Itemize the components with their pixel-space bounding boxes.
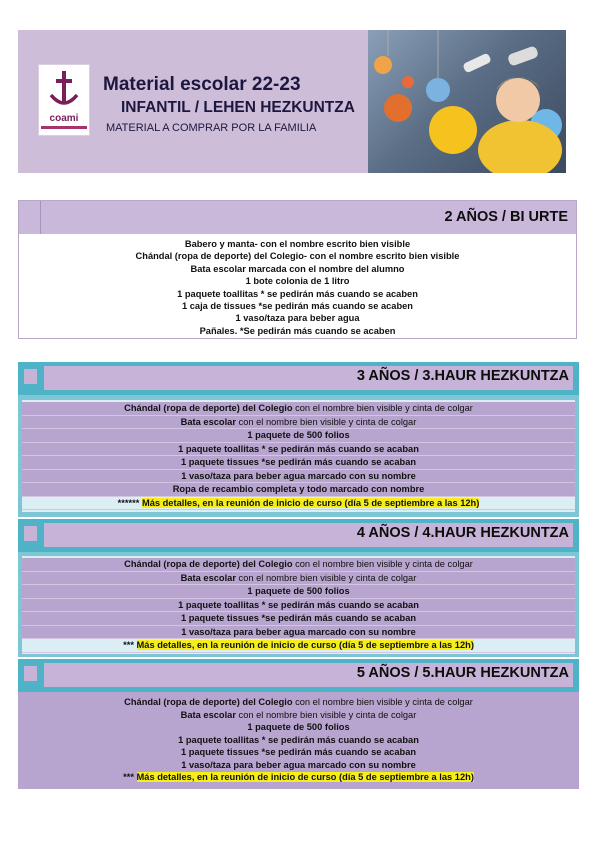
list-item: 1 paquete tissues *se pedirán más cuando se acaban — [18, 746, 579, 759]
section-header — [18, 519, 579, 552]
child-planets-illustration — [368, 30, 566, 173]
header-square — [19, 201, 41, 234]
list-item: Bata escolar con el nombre bien visible y cinta de colgar — [22, 572, 575, 586]
header-square — [24, 369, 37, 384]
section-body — [18, 692, 579, 789]
section-title: 5 AÑOS / 5.HAUR HEZKUNTZA — [356, 665, 569, 681]
coami-logo — [38, 64, 90, 136]
section-items — [22, 558, 575, 653]
list-item: 1 paquete toallitas * se pedirán más cuando se acaban — [18, 734, 579, 747]
banner-title: Material escolar 22-23 — [103, 74, 301, 95]
section-2-anos — [18, 200, 577, 339]
list-item: 1 paquete tissues *se pedirán más cuando se acaban — [22, 612, 575, 626]
list-item: Chándal (ropa de deporte) del Colegio- con el nombre escrito bien visible — [135, 251, 460, 262]
section-items — [18, 696, 579, 784]
list-item: Bata escolar marcada con el nombre del alumno — [190, 263, 405, 274]
section-5-anos — [18, 659, 579, 789]
section-body — [22, 556, 575, 654]
details-note: *** Más detalles, en la reunión de inicio de curso (día 5 de septiembre a las 12h) — [18, 771, 579, 784]
details-note: *** Más detalles, en la reunión de inicio de curso (día 5 de septiembre a las 12h) — [22, 639, 575, 653]
banner-tagline: MATERIAL A COMPRAR POR LA FAMILIA — [106, 122, 317, 134]
section-4-anos — [18, 519, 579, 657]
list-item: 1 vaso/taza para beber agua marcado con su nombre — [22, 470, 575, 484]
logo-underline — [41, 126, 87, 129]
section-title: 2 AÑOS / BI URTE — [444, 209, 568, 225]
section-header — [19, 201, 576, 234]
list-item: 1 caja de tissues *se pedirán más cuando se acaben — [182, 301, 413, 312]
list-item: Babero y manta- con el nombre escrito bien visible — [184, 239, 411, 249]
list-item: 1 paquete de 500 folios — [18, 721, 579, 734]
banner-subtitle: INFANTIL / LEHEN HEZKUNTZA — [121, 99, 355, 116]
list-item: 1 vaso/taza para beber agua marcado con su nombre — [22, 626, 575, 640]
list-item: 1 paquete de 500 folios — [22, 585, 575, 599]
list-item: 1 bote colonia de 1 litro — [245, 276, 350, 287]
list-item: 1 vaso/taza para beber agua marcado con su nombre — [18, 759, 579, 772]
list-item: 1 paquete toallitas * se pedirán más cuando se acaban — [22, 599, 575, 613]
list-item: Chándal (ropa de deporte) del Colegio con el nombre bien visible y cinta de colgar — [22, 402, 575, 416]
list-item: 1 paquete de 500 folios — [22, 429, 575, 443]
section-body — [22, 400, 575, 512]
list-item: 1 paquete tissues *se pedirán más cuando se acaban — [22, 456, 575, 470]
list-item: Ropa de recambio completa y todo marcado con nombre — [22, 483, 575, 497]
header-square — [24, 666, 37, 681]
details-note: ****** Más detalles, en la reunión de inicio de curso (día 5 de septiembre a las 12h) — [22, 497, 575, 511]
header-banner — [18, 30, 566, 173]
section-items — [22, 402, 575, 510]
section-title: 4 AÑOS / 4.HAUR HEZKUNTZA — [356, 525, 569, 541]
section-items — [19, 238, 576, 337]
list-item: 1 paquete toallitas * se pedirán más cuando se acaban — [22, 443, 575, 457]
section-header — [18, 362, 579, 395]
section-header — [18, 659, 579, 692]
list-item: 1 paquete toallitas * se pedirán más cuando se acaben — [177, 288, 418, 299]
list-item: Bata escolar con el nombre bien visible y cinta de colgar — [18, 709, 579, 722]
list-item: Chándal (ropa de deporte) del Colegio con el nombre bien visible y cinta de colgar — [22, 558, 575, 572]
logo-text: coami — [49, 113, 79, 124]
list-item: Pañales. *Se pedirán más cuando se acaben — [199, 325, 396, 336]
section-title: 3 AÑOS / 3.HAUR HEZKUNTZA — [356, 368, 569, 384]
list-item: Bata escolar con el nombre bien visible y cinta de colgar — [22, 416, 575, 430]
header-square — [24, 526, 37, 541]
section-3-anos — [18, 362, 579, 517]
banner-photo — [368, 30, 566, 173]
list-item: 1 vaso/taza para beber agua — [235, 313, 360, 324]
anchor-cross-icon — [48, 69, 80, 109]
list-item: Chándal (ropa de deporte) del Colegio con el nombre bien visible y cinta de colgar — [18, 696, 579, 709]
